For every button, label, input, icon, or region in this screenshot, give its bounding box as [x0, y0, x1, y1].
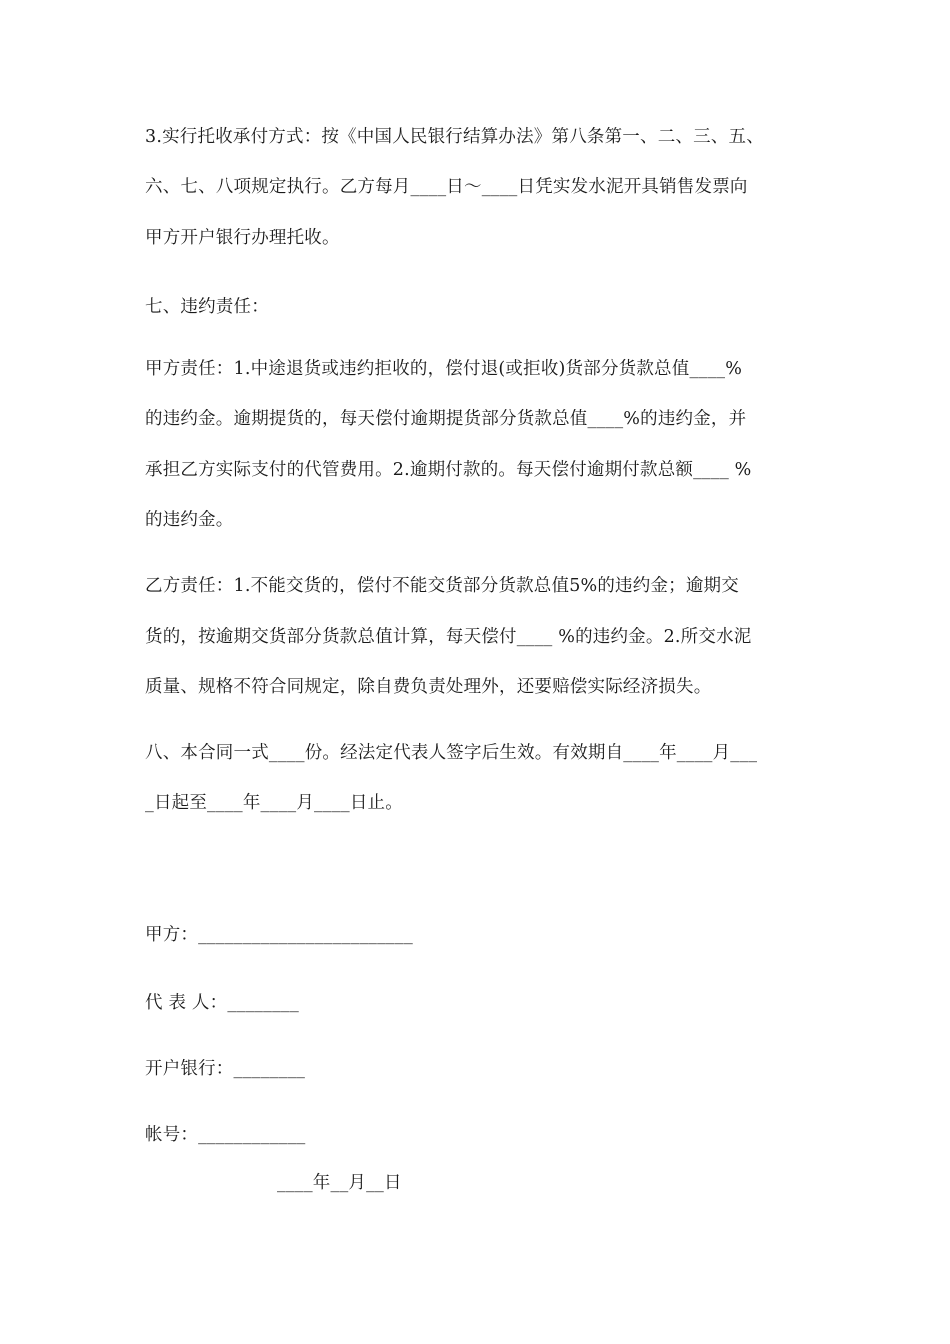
party-a-liability-line-4: 的违约金。 — [145, 510, 234, 530]
party-a-liability-line-3: 承担乙方实际支付的代管费用。2.逾期付款的。每天偿付逾期付款总额____ % — [145, 460, 752, 480]
signature-account: 帐号：____________ — [145, 1125, 306, 1145]
party-b-liability-line-1: 乙方责任：1.不能交货的，偿付不能交货部分货款总值5%的违约金；逾期交 — [145, 576, 739, 596]
party-a-liability-line-2: 的违约金。逾期提货的，每天偿付逾期提货部分货款总值____%的违约金，并 — [145, 409, 747, 429]
clause-payment-method-line-2: 六、七、八项规定执行。乙方每月____日～____日凭实发水泥开具销售发票向 — [145, 177, 748, 197]
clause-payment-method-line-3: 甲方开户银行办理托收。 — [145, 228, 340, 248]
signature-party-a: 甲方：________________________ — [145, 925, 413, 945]
party-b-liability-line-2: 货的，按逾期交货部分货款总值计算，每天偿付____ %的违约金。2.所交水泥 — [145, 627, 752, 647]
clause-copies-validity-line-1: 八、本合同一式____份。经法定代表人签字后生效。有效期自____年____月___ — [145, 743, 758, 763]
signature-date: ____年__月__日 — [277, 1173, 402, 1193]
section-heading-liability: 七、违约责任： — [145, 297, 269, 317]
party-a-liability-line-1: 甲方责任：1.中途退货或违约拒收的，偿付退(或拒收)货部分货款总值____% — [145, 359, 743, 379]
signature-representative: 代 表 人：________ — [145, 993, 299, 1013]
clause-payment-method-line-1: 3.实行托收承付方式：按《中国人民银行结算办法》第八条第一、二、三、五、 — [145, 127, 764, 147]
signature-bank: 开户银行：________ — [145, 1059, 306, 1079]
clause-copies-validity-line-2: _日起至____年____月____日止。 — [145, 793, 403, 813]
party-b-liability-line-3: 质量、规格不符合同规定，除自费负责处理外，还要赔偿实际经济损失。 — [145, 677, 712, 697]
